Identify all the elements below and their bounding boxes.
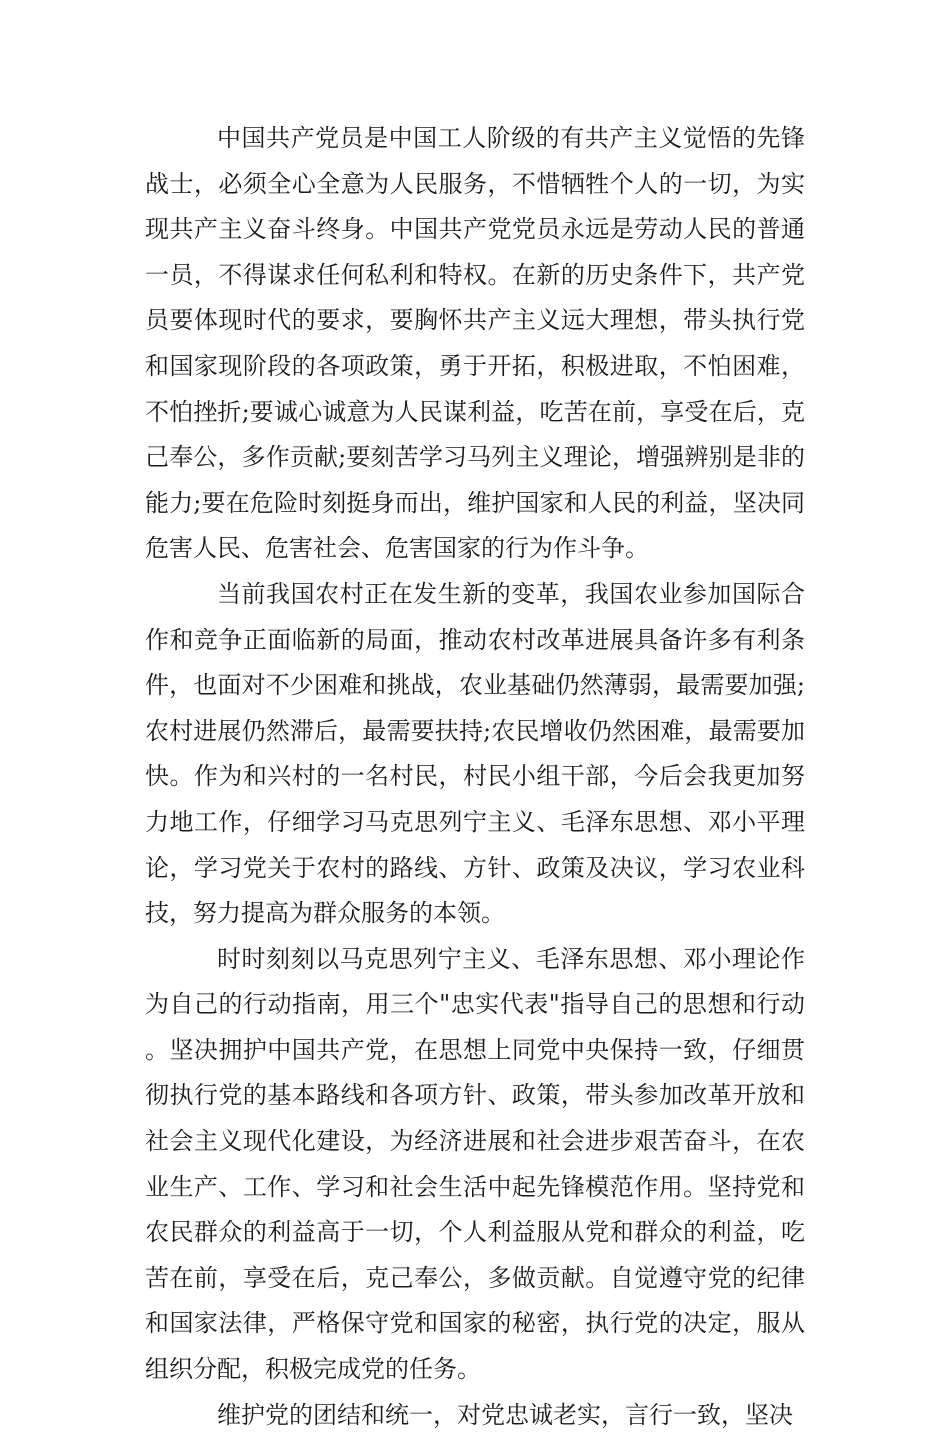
paragraph-3: 时时刻刻以马克思列宁主义、毛泽东思想、邓小理论作为自己的行动指南，用三个"忠实代表"指导自己的思想和行动。坚决拥护中国共产党，在思想上同党中央保持一致，仔细贯彻执行党的基本路线和各项方针、政策，带头参加改革开放和社会主义现代化建设，为经济进展和社会进步艰苦奋斗，在农业生产、工作、学习和社会生活中起先锋模范作用。坚持党和农民群众的利益高于一切，个人利益服从党和群众的利益，吃苦在前，享受在后，克己奉公，多做贡献。自觉遵守党的纪律和国家法律，严格保守党和国家的秘密，执行党的决定，服从组织分配，积极完成党的任务。 xyxy=(145,944,805,1384)
document-body xyxy=(145,116,805,1438)
paragraph-1: 中国共产党员是中国工人阶级的有共产主义觉悟的先锋战士，必须全心全意为人民服务，不惜牺牲个人的一切，为实现共产主义奋斗终身。中国共产党党员永远是劳动人民的普通一员，不得谋求任何私利和特权。在新的历史条件下，共产党员要体现时代的要求，要胸怀共产主义远大理想，带头执行党和国家现阶段的各项政策，勇于开拓，积极进取，不怕困难，不怕挫折;要诚心诚意为人民谋利益，吃苦在前，享受在后，克己奉公，多作贡献;要刻苦学习马列主义理论，增强辨别是非的能力;要在危险时刻挺身而出，维护国家和人民的利益，坚决同危害人民、危害社会、危害国家的行为作斗争。 xyxy=(145,124,805,563)
paragraph-2: 当前我国农村正在发生新的变革，我国农业参加国际合作和竞争正面临新的局面，推动农村改革进展具备许多有利条件，也面对不少困难和挑战，农业基础仍然薄弱，最需要加强;农村进展仍然滞后，最需要扶持;农民增收仍然困难，最需要加快。作为和兴村的一名村民，村民小组干部，今后会我更加努力地工作，仔细学习马克思列宁主义、毛泽东思想、邓小平理论，学习党关于农村的路线、方针、政策及决议，学习农业科技，努力提高为群众服务的本领。 xyxy=(145,579,805,928)
paragraph-4: 维护党的团结和统一，对党忠诚老实，言行一致，坚决 xyxy=(217,1400,793,1429)
